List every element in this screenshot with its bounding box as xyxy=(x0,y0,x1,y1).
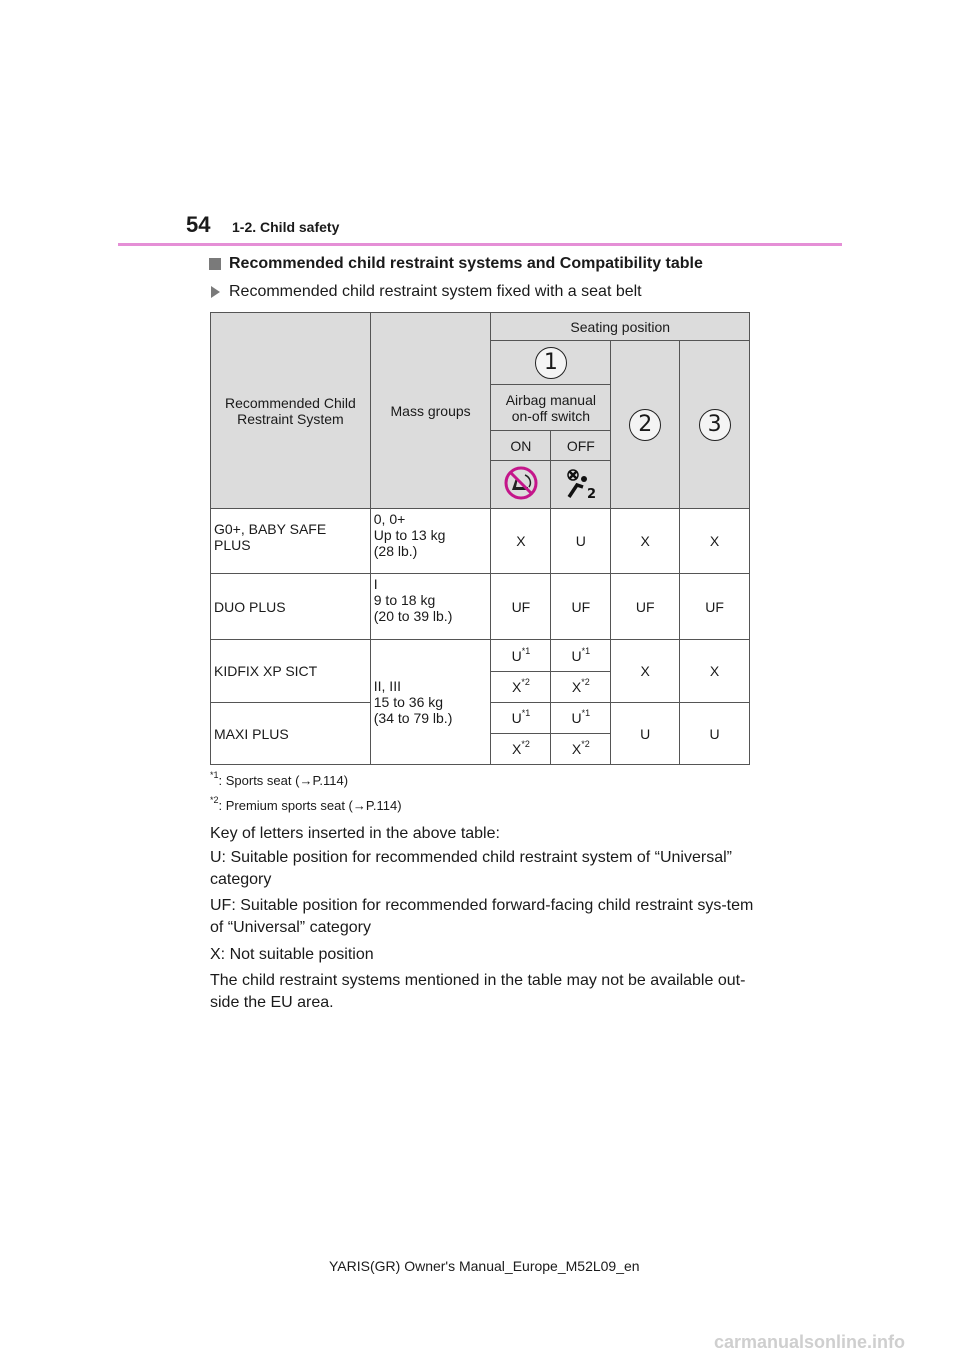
footnote-text: : Sports seat ( xyxy=(218,773,300,788)
row-mass-line: 9 to 18 kg xyxy=(373,592,436,608)
square-bullet-icon xyxy=(209,258,221,270)
airbag-on-cell xyxy=(551,461,611,509)
footnote-ref: P.114) xyxy=(365,798,402,813)
footnote-mark: *2 xyxy=(581,739,590,749)
row-mass-line: 0, 0+ xyxy=(373,511,406,527)
cell-value xyxy=(551,640,611,672)
svg-text:2: 2 xyxy=(586,487,596,501)
row-mass-line: (28 lb.) xyxy=(373,543,418,559)
watermark: carmanualsonline.info xyxy=(714,1332,906,1352)
cell-letter: X xyxy=(571,679,582,695)
footnote-mark: *2 xyxy=(581,677,590,687)
row-mass-line: (34 to 79 lb.) xyxy=(373,710,453,726)
cell-value: U xyxy=(551,509,611,574)
header-on: ON xyxy=(491,431,551,461)
cell-value: X xyxy=(680,640,750,703)
cell-value: X xyxy=(611,509,680,574)
position-2-cell xyxy=(611,341,680,509)
page-footer: YARIS(GR) Owner's Manual_Europe_M52L09_en xyxy=(329,1258,640,1274)
row-mass-line: 15 to 36 kg xyxy=(373,694,444,710)
heading xyxy=(209,255,703,273)
cell-value xyxy=(551,734,611,765)
row-system xyxy=(211,509,371,574)
footnote-mark: *1 xyxy=(210,770,219,780)
subheading xyxy=(211,283,642,301)
airbag-switch-line: on-off switch xyxy=(511,407,591,424)
footnote-text: : Premium sports seat ( xyxy=(218,798,353,813)
row-system-line: PLUS xyxy=(214,537,251,553)
header-off: OFF xyxy=(551,431,611,461)
cell-value xyxy=(491,703,551,734)
paragraph-u: U: Suitable position for recommended child restraint system of “Universal” category xyxy=(210,849,732,888)
airbag-off-cell xyxy=(491,461,551,509)
row-mass-line: Up to 13 kg xyxy=(373,527,446,543)
header-system-line: Restraint System xyxy=(237,410,344,427)
footnote-mark: *1 xyxy=(521,708,531,718)
footnote-mark: *1 xyxy=(581,708,591,718)
position-3-icon: 3 xyxy=(699,409,731,441)
cell-letter: U xyxy=(511,647,522,664)
heading-text: Recommended child restraint systems and Compatibility table xyxy=(229,255,703,272)
arrow-icon: → xyxy=(352,798,366,813)
cell-value: X xyxy=(611,640,680,703)
airbag-switch-line: Airbag manual xyxy=(505,391,596,408)
row-mass xyxy=(370,509,491,574)
header-system xyxy=(211,313,371,509)
footnote xyxy=(210,795,402,813)
cell-value: UF xyxy=(611,574,680,640)
row-system-line: DUO PLUS xyxy=(214,598,286,615)
footnote-mark: *2 xyxy=(521,677,530,687)
cell-value xyxy=(551,672,611,703)
position-2-icon: 2 xyxy=(629,409,661,441)
header-seating-position: Seating position xyxy=(491,313,750,341)
triangle-bullet-icon xyxy=(211,286,220,298)
cell-letter: U xyxy=(571,647,582,664)
cell-value: UF xyxy=(491,574,551,640)
cell-letter: U xyxy=(511,710,522,726)
cell-value: U xyxy=(680,703,750,765)
section-title: 1-2. Child safety xyxy=(232,219,340,235)
row-mass-line: (20 to 39 lb.) xyxy=(373,608,453,624)
cell-value: X xyxy=(680,509,750,574)
header-rule xyxy=(118,243,842,246)
paragraph-availability: The child restraint systems mentioned in the table may not be available out-side the EU area. xyxy=(210,972,746,1011)
row-mass-line: II, III xyxy=(373,678,401,694)
cell-value: U xyxy=(611,703,680,765)
row-system-line: G0+, BABY SAFE xyxy=(214,521,327,537)
cell-letter: X xyxy=(511,741,522,757)
airbag-switch-header xyxy=(491,385,611,431)
footnote-mark: *2 xyxy=(210,795,219,805)
paragraph-key: Key of letters inserted in the above table: xyxy=(210,825,500,842)
cell-value xyxy=(551,703,611,734)
row-system: KIDFIX XP SICT xyxy=(211,640,371,703)
cell-value: UF xyxy=(551,574,611,640)
header-mass: Mass groups xyxy=(370,313,491,509)
cell-value: UF xyxy=(680,574,750,640)
row-system: MAXI PLUS xyxy=(211,703,371,765)
row-mass-line: I xyxy=(373,576,378,592)
footnote-ref: P.114) xyxy=(312,773,349,788)
header-system-line: Recommended Child xyxy=(225,394,356,411)
subheading-text: Recommended child restraint system fixed with a seat belt xyxy=(229,283,642,300)
paragraph-x: X: Not suitable position xyxy=(210,946,374,963)
cell-value: X xyxy=(491,509,551,574)
compatibility-table xyxy=(210,312,750,765)
cell-letter: U xyxy=(571,710,582,726)
paragraph-uf: UF: Suitable position for recommended forward-facing child restraint sys-tem of “Universal” category xyxy=(210,897,754,936)
arrow-icon: → xyxy=(299,773,313,788)
footnote-mark: *1 xyxy=(581,645,591,656)
position-3-cell xyxy=(680,341,750,509)
row-system xyxy=(211,574,371,640)
footnote-mark: *2 xyxy=(521,739,530,749)
position-1-cell xyxy=(491,341,611,385)
footnote-mark: *1 xyxy=(521,645,531,656)
row-mass xyxy=(370,574,491,640)
footnote xyxy=(210,770,349,788)
cell-value xyxy=(491,640,551,672)
airbag-on-icon xyxy=(563,465,599,501)
cell-value xyxy=(491,672,551,703)
page-number: 54 xyxy=(186,212,211,237)
cell-letter: X xyxy=(571,741,582,757)
cell-value xyxy=(491,734,551,765)
airbag-off-icon xyxy=(503,465,539,501)
row-mass xyxy=(370,640,491,765)
cell-letter: X xyxy=(511,679,522,695)
position-1-icon: 1 xyxy=(535,347,567,379)
